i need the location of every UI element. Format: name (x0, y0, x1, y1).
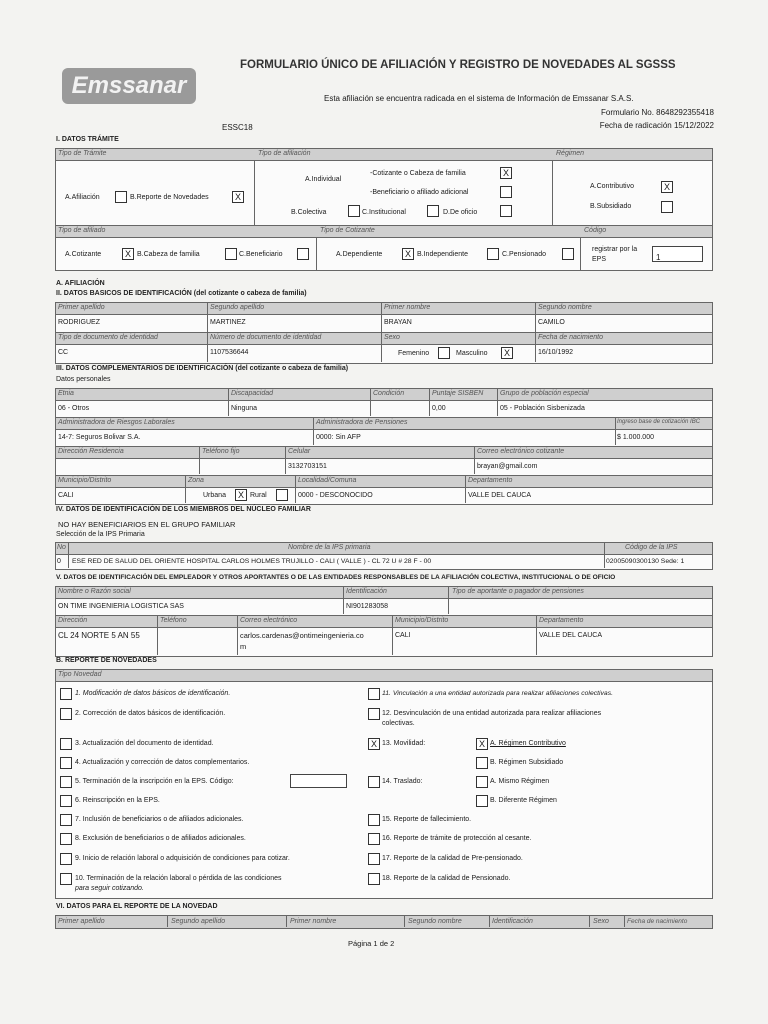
checkbox-novedad-10[interactable] (60, 873, 72, 885)
label-correo-empleador: Correo electrónico (240, 617, 298, 624)
label-afiliacion: A.Afiliación (65, 194, 100, 201)
checkbox-femenino[interactable] (438, 347, 450, 359)
label-urbana: Urbana (203, 492, 226, 499)
label-identificacion: Identificación (346, 588, 387, 595)
checkbox-contributivo[interactable]: X (661, 181, 673, 193)
label-masculino: Masculino (456, 350, 488, 357)
label-telefono-fijo: Teléfono fijo (202, 448, 240, 455)
checkbox-independiente[interactable] (487, 248, 499, 260)
checkbox-cabeza-familia[interactable] (225, 248, 237, 260)
checkbox-novedad-15[interactable] (368, 814, 380, 826)
label-reporte-segundo-apellido: Segundo apellido (171, 918, 226, 925)
label-localidad: Localidad/Comuna (298, 477, 357, 484)
checkbox-mismo-regimen[interactable] (476, 776, 488, 788)
fecha-radicacion: Fecha de radicación 15/12/2022 (599, 121, 714, 130)
label-numero-documento: Número de documento de identidad (210, 334, 322, 341)
numero-documento-value: 1107536644 (210, 349, 249, 356)
ibc-value: $ 1.000.000 (617, 434, 654, 441)
checkbox-novedad-7[interactable] (60, 814, 72, 826)
departamento-value: VALLE DEL CAUCA (468, 492, 532, 499)
checkbox-regimen-subsidiado[interactable] (476, 757, 488, 769)
label-colectiva: B.Colectiva (291, 209, 327, 216)
novedad-10-cont: para seguir cotizando. (75, 885, 144, 892)
label-arl: Administradora de Riesgos Laborales (58, 419, 175, 426)
label-tipo-documento: Tipo de documento de identidad (58, 334, 158, 341)
novedad-10: 10. Terminación de la relación laboral o pérdida de las condiciones (75, 875, 282, 882)
label-reporte-identificacion: Identificación (492, 918, 533, 925)
label-nombre-ips: Nombre de la IPS primaria (288, 544, 371, 551)
novedad-5: 5. Terminación de la inscripción en la EPS. Código: (75, 778, 234, 785)
checkbox-novedad-16[interactable] (368, 833, 380, 845)
label-beneficiario: C.Beneficiario (239, 251, 283, 258)
section-afiliacion: A. AFILIACIÓN (56, 280, 105, 287)
primer-nombre-value: BRAYAN (384, 319, 412, 326)
checkbox-novedad-11[interactable] (368, 688, 380, 700)
section-nucleo: IV. DATOS DE IDENTIFICACIÓN DE LOS MIEMBROS DEL NÚCLEO FAMILIAR (56, 506, 311, 513)
checkbox-novedad-9[interactable] (60, 853, 72, 865)
label-codigo: Código (584, 227, 607, 234)
label-pensiones: Administradora de Pensiones (316, 419, 408, 426)
razon-social-value: ON TIME INGENIERIA LOGISTICA SAS (58, 603, 184, 610)
ips-nombre-value: ESE RED DE SALUD DEL ORIENTE HOSPITAL CARLOS HOLMES TRUJILLO - CALI ( VALLE ) - CL 72 U # 28 F - 00 (72, 558, 432, 565)
label-zona: Zona (188, 477, 204, 484)
label-primer-nombre: Primer nombre (384, 304, 431, 311)
tipo-documento-value: CC (58, 349, 69, 356)
label-reporte-sexo: Sexo (593, 918, 609, 925)
ips-codigo-value: 02005090300130 Sede: 1 (606, 558, 685, 565)
novedad-8: 8. Exclusión de beneficiarios o de afiliados adicionales. (75, 835, 246, 842)
checkbox-novedad-14[interactable] (368, 776, 380, 788)
label-municipio: Municipio/Distrito (58, 477, 112, 484)
municipio-empleador-value: CALI (395, 632, 411, 639)
primer-apellido-value: RODRIGUEZ (58, 319, 100, 326)
novedad-3: 3. Actualización del documento de identidad. (75, 740, 214, 747)
section-tramite: I. DATOS TRÁMITE (56, 136, 119, 143)
label-discapacidad: Discapacidad (231, 390, 274, 397)
checkbox-beneficiario-adicional[interactable] (500, 186, 512, 198)
label-eps: EPS (592, 256, 607, 263)
checkbox-cotizante-cabeza[interactable]: X (500, 167, 512, 179)
label-subsidiado: B.Subsidiado (590, 203, 632, 210)
label-tipo-afiliado: Tipo de afiliado (58, 227, 106, 234)
label-reporte-fecha-nacimiento: Fecha de nacimiento (627, 918, 688, 925)
codigo-terminacion-field[interactable] (290, 774, 347, 788)
discapacidad-value: Ninguna (231, 405, 258, 412)
novedad-15: 15. Reporte de fallecimiento. (382, 816, 472, 823)
label-regimen: Régimen (556, 150, 585, 157)
fecha-nacimiento-value: 16/10/1992 (538, 349, 574, 356)
checkbox-novedad-1[interactable] (60, 688, 72, 700)
label-individual: A.Individual (305, 176, 342, 183)
checkbox-dependiente[interactable]: X (402, 248, 414, 260)
codigo-value: 1 (656, 253, 661, 262)
checkbox-afiliacion[interactable] (115, 191, 127, 203)
pensiones-value: 0000: Sin AFP (316, 434, 361, 441)
grupo-poblacion-value: 05 - Población Sisbenizada (500, 405, 585, 412)
checkbox-reporte-novedades[interactable]: X (232, 191, 244, 203)
label-regimen-subsidiado: B. Régimen Subsidiado (490, 759, 564, 766)
checkbox-masculino[interactable]: X (501, 347, 513, 359)
label-reporte-novedades: B.Reporte de Novedades (130, 194, 209, 201)
label-institucional: C.Institucional (362, 209, 406, 216)
label-cotizante: A.Cotizante (65, 251, 102, 258)
checkbox-novedad-2[interactable] (60, 708, 72, 720)
novedad-6: 6. Reinscripción en la EPS. (75, 797, 160, 804)
label-datos-personales: Datos personales (56, 376, 111, 383)
checkbox-cotizante[interactable]: X (122, 248, 134, 260)
checkbox-de-oficio[interactable] (500, 205, 512, 217)
label-independiente: B.Independiente (417, 251, 468, 258)
label-segundo-apellido: Segundo apellido (210, 304, 265, 311)
novedad-7: 7. Inclusión de beneficiarios o de afiliados adicionales. (75, 816, 244, 823)
checkbox-novedad-3[interactable] (60, 738, 72, 750)
label-direccion-residencia: Dirección Residencia (58, 448, 124, 455)
checkbox-novedad-13[interactable]: X (368, 738, 380, 750)
checkbox-novedad-17[interactable] (368, 853, 380, 865)
label-sexo: Sexo (384, 334, 400, 341)
label-municipio-empleador: Municipio/Distrito (395, 617, 449, 624)
segundo-apellido-value: MARTINEZ (210, 319, 246, 326)
label-direccion-empleador: Dirección (58, 617, 88, 624)
checkbox-novedad-6[interactable] (60, 795, 72, 807)
novedad-13: 13. Movilidad: (382, 740, 426, 747)
novedad-1: 1. Modificación de datos básicos de identificación. (75, 690, 231, 697)
label-correo-cotizante: Correo electrónico cotizante (477, 448, 565, 455)
arl-value: 14-7: Seguros Bolivar S.A. (58, 434, 141, 441)
label-etnia: Etnia (58, 390, 74, 397)
checkbox-regimen-contributivo[interactable]: X (476, 738, 488, 750)
checkbox-novedad-5[interactable] (60, 776, 72, 788)
label-razon-social: Nombre o Razón social (58, 588, 131, 595)
novedad-18: 18. Reporte de la calidad de Pensionado. (382, 875, 511, 882)
label-regimen-contributivo: A. Régimen Contributivo (490, 740, 566, 747)
checkbox-novedad-12[interactable] (368, 708, 380, 720)
novedad-2: 2. Corrección de datos básicos de identificación. (75, 710, 226, 717)
checkbox-subsidiado[interactable] (661, 201, 673, 213)
novedad-4: 4. Actualización y corrección de datos complementarios. (75, 759, 250, 766)
label-ibc: Ingreso base de cotización IBC (617, 419, 701, 425)
celular-value: 3132703151 (288, 463, 327, 470)
codigo-field[interactable] (652, 246, 703, 262)
label-tipo-tramite: Tipo de Trámite (58, 150, 107, 157)
checkbox-novedad-8[interactable] (60, 833, 72, 845)
correo-empleador-value: carlos.cardenas@ontimeingenieria.co (240, 631, 364, 640)
logo (62, 68, 196, 104)
label-tipo-novedad: Tipo Novedad (58, 671, 102, 678)
label-fecha-nacimiento: Fecha de nacimiento (538, 334, 603, 341)
puntaje-sisben-value: 0,00 (432, 405, 446, 412)
checkbox-rural[interactable] (276, 489, 288, 501)
label-rural: Rural (250, 492, 267, 499)
novedad-9: 9. Inicio de relación laboral o adquisición de condiciones para cotizar. (75, 855, 290, 862)
section-complementarios: III. DATOS COMPLEMENTARIOS DE IDENTIFICACIÓN (del cotizante o cabeza de familia) (56, 365, 349, 372)
label-no: No (57, 544, 66, 551)
novedad-14: 14. Traslado: (382, 778, 423, 785)
label-contributivo: A.Contributivo (590, 183, 634, 190)
checkbox-novedad-4[interactable] (60, 757, 72, 769)
label-tipo-afiliacion: Tipo de afiliación (258, 150, 311, 157)
checkbox-diferente-regimen[interactable] (476, 795, 488, 807)
novedad-12: 12. Desvinculación de una entidad autorizada para realizar afiliaciones (382, 710, 602, 717)
label-dependiente: A.Dependiente (336, 251, 383, 258)
segundo-nombre-value: CAMILO (538, 319, 565, 326)
formulario-number: Formulario No. 8648292355418 (601, 108, 714, 117)
etnia-value: 06 - Otros (58, 405, 90, 412)
no-beneficiarios-note: NO HAY BENEFICIARIOS EN EL GRUPO FAMILIAR (58, 520, 236, 529)
page-number: Página 1 de 2 (348, 939, 395, 948)
label-codigo-ips: Código de la IPS (625, 544, 678, 551)
logo-text: Emssanar (71, 72, 187, 99)
checkbox-urbana[interactable]: X (235, 489, 247, 501)
section-empleador: V. DATOS DE IDENTIFICACIÓN DEL EMPLEADOR Y OTROS APORTANTES O DE LAS ENTIDADES RESPONSABLES DE LA AFILIACIÓN COLECTIVA, INSTITUCIONAL O DE OFICIO (56, 574, 616, 581)
checkbox-colectiva[interactable] (348, 205, 360, 217)
label-diferente-regimen: B. Diferente Régimen (490, 797, 557, 804)
label-pensionado: C.Pensionado (502, 251, 546, 258)
label-reporte-primer-nombre: Primer nombre (290, 918, 337, 925)
label-segundo-nombre: Segundo nombre (538, 304, 592, 311)
label-seleccion-ips: Selección de la IPS Primaria (56, 531, 145, 538)
departamento-empleador-value: VALLE DEL CAUCA (539, 632, 603, 639)
label-cotizante-cabeza: -Cotizante o Cabeza de familia (370, 170, 466, 177)
novedad-12-cont: colectivas. (382, 720, 415, 727)
label-puntaje-sisben: Puntaje SISBEN (432, 390, 484, 397)
novedad-11: 11. Vinculación a una entidad autorizada para realizar afiliaciones colectivas. (382, 690, 613, 697)
novedad-17: 17. Reporte de la calidad de Pre-pensionado. (382, 855, 523, 862)
label-telefono-empleador: Teléfono (160, 617, 187, 624)
identificacion-value: NI901283058 (346, 603, 389, 610)
checkbox-pensionado[interactable] (562, 248, 574, 260)
label-departamento: Departamento (468, 477, 513, 484)
form-title: FORMULARIO ÚNICO DE AFILIACIÓN Y REGISTRO DE NOVEDADES AL SGSSS (240, 59, 676, 71)
correo-cotizante-value: brayan@gmail.com (477, 463, 538, 470)
novedad-16: 16. Reporte de trámite de protección al cesante. (382, 835, 532, 842)
label-tipo-aportante: Tipo de aportante o pagador de pensiones (452, 588, 584, 595)
label-condicion: Condición (373, 390, 405, 397)
checkbox-institucional[interactable] (427, 205, 439, 217)
radicada-note: Esta afiliación se encuentra radicada en el sistema de Información de Emssanar S.A.S. (324, 94, 634, 103)
municipio-value: CALI (58, 492, 74, 499)
label-beneficiario-adicional: -Beneficiario o afiliado adicional (370, 189, 469, 196)
direccion-empleador-value: CL 24 NORTE 5 AN 55 (58, 631, 140, 640)
checkbox-beneficiario[interactable] (297, 248, 309, 260)
label-departamento-empleador: Departamento (539, 617, 584, 624)
label-primer-apellido: Primer apellido (58, 304, 105, 311)
label-tipo-cotizante: Tipo de Cotizante (320, 227, 375, 234)
localidad-value: 0000 - DESCONOCIDO (298, 492, 373, 499)
ips-no-value: 0 (57, 558, 61, 565)
label-reporte-primer-apellido: Primer apellido (58, 918, 105, 925)
label-grupo-poblacion: Grupo de población especial (500, 390, 589, 397)
label-de-oficio: D.De oficio (443, 209, 478, 216)
label-registrar: registrar por la (592, 246, 638, 253)
section-reporte-novedad: VI. DATOS PARA EL REPORTE DE LA NOVEDAD (56, 903, 218, 910)
label-cabeza-familia: B.Cabeza de familia (137, 251, 200, 258)
label-celular: Celular (288, 448, 311, 455)
section-novedades: B. REPORTE DE NOVEDADES (56, 657, 157, 664)
form-code: ESSC18 (222, 123, 253, 132)
label-femenino: Femenino (398, 350, 430, 357)
section-basicos: II. DATOS BASICOS DE IDENTIFICACIÓN (del cotizante o cabeza de familia) (56, 290, 307, 297)
label-reporte-segundo-nombre: Segundo nombre (408, 918, 462, 925)
correo-empleador-value-cont: m (240, 642, 247, 651)
checkbox-novedad-18[interactable] (368, 873, 380, 885)
label-mismo-regimen: A. Mismo Régimen (490, 778, 550, 785)
